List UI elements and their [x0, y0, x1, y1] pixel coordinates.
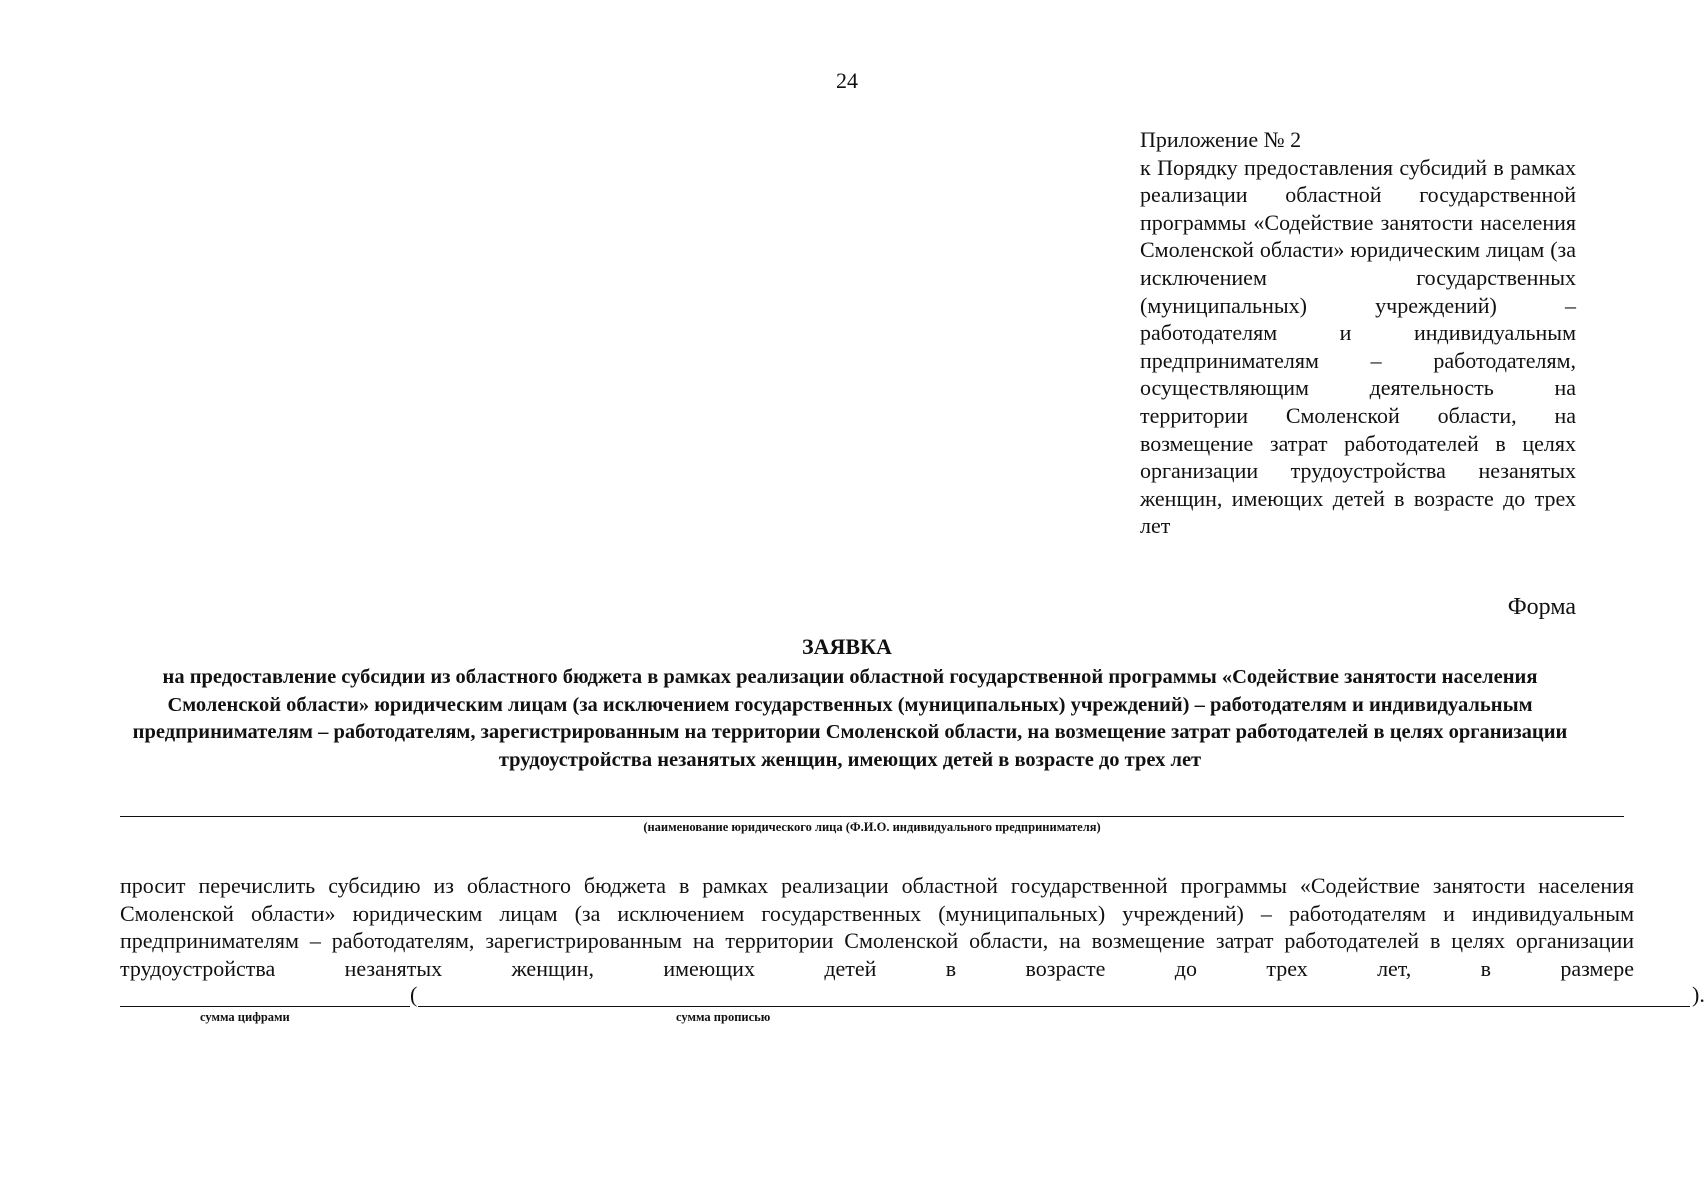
appendix-block	[1140, 126, 1576, 540]
form-label: Форма	[1507, 594, 1576, 620]
amount-paren-open: (	[410, 982, 418, 1007]
appendix-text: к Порядку предоставления субсидий в рамках реализации областной государственной программы «Содействие занятости населения Смоленской области» юридическим лицам (за исключением государственных (муниципальных) учреждений) – работодателям и индивидуальным предпринимателям – работодателям, осуществляющим деятельность на территории Смоленской области, на возмещение затрат работодателей в целях организации трудоустройства незанятых женщин, имеющих детей в возрасте до трех лет	[1140, 154, 1576, 539]
amount-digits-line	[120, 1006, 410, 1007]
document-subtitle: на предоставление субсидии из областного бюджета в рамках реализации областной государственной программы «Содействие занятости населения Смоленской области» юридическим лицам (за исключением государственных (муниципальных) учреждений) – работодателям и индивидуальным предпринимателям – работодателям, зарегистрированным на территории Смоленской области, на возмещение затрат работодателей в целях организации трудоустройства незанятых женщин, имеющих детей в возрасте до трех лет	[132, 666, 1568, 771]
request-text: просит перечислить субсидию из областного бюджета в рамках реализации областной государственной программы «Содействие занятости населения Смоленской области» юридическим лицам (за исключением государственных (муниципальных) учреждений) – работодателям и индивидуальным предпринимателям – работодателям, зарегистрированным на территории Смоленской области, на возмещение затрат работодателей в целях организации трудоустройства незанятых женщин, имеющих детей в возрасте до трех лет, в размере	[120, 873, 1634, 981]
amount-digits-caption: сумма цифрами	[200, 1010, 290, 1024]
amount-words-line	[418, 1006, 1690, 1007]
page-number: 24	[836, 68, 858, 93]
amount-words-caption: сумма прописью	[676, 1010, 771, 1024]
amount-row	[120, 982, 1705, 1010]
applicant-name-line	[120, 816, 1624, 817]
document-title: ЗАЯВКА	[802, 634, 892, 659]
applicant-name-caption: (наименование юридического лица (Ф.И.О. индивидуального предпринимателя)	[643, 820, 1101, 834]
amount-paren-close: ).	[1692, 982, 1705, 1007]
appendix-title: Приложение № 2	[1140, 127, 1302, 152]
